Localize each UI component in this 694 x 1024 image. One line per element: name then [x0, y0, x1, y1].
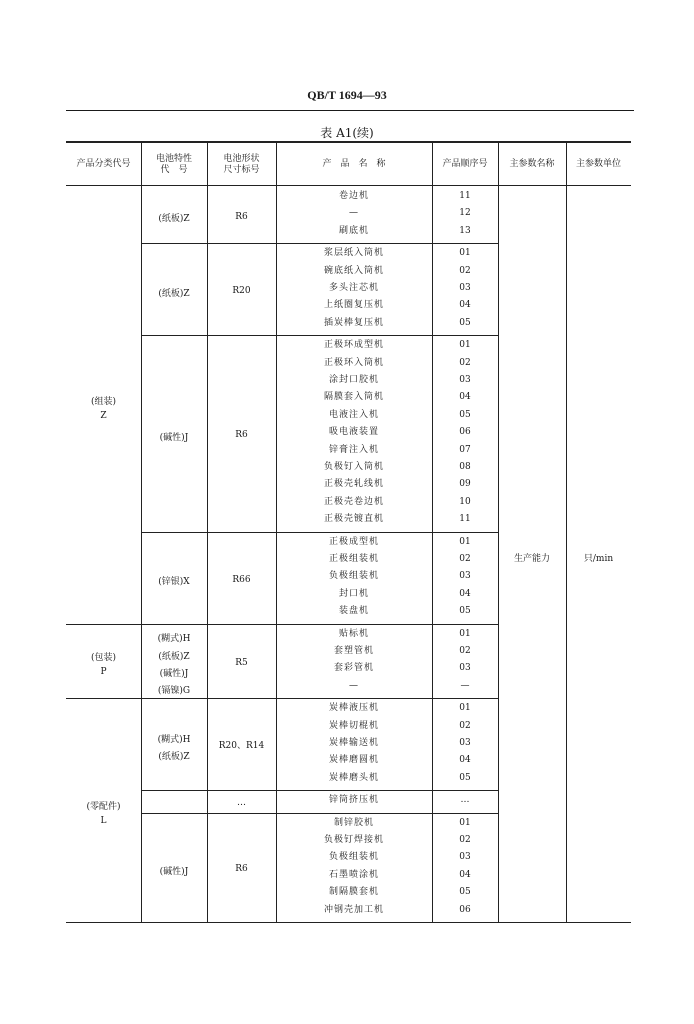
sequence-number: 04: [459, 300, 471, 311]
sequence-number: 07: [459, 444, 471, 455]
table-caption: 表 A1(续): [320, 126, 374, 140]
product-name: 制隔膜套机: [328, 887, 379, 898]
product-name: 正极成型机: [328, 536, 379, 547]
size-code: R66: [232, 574, 251, 585]
column-header: 主参数名称: [509, 159, 555, 169]
subgroup-rule: [141, 335, 498, 336]
battery-characteristic: (糊式)H (纸板)Z: [157, 734, 191, 763]
product-name: 电液注入机: [328, 409, 379, 420]
column-header: 产品顺序号: [442, 159, 488, 169]
subgroup-rule: [141, 243, 498, 244]
product-name: 套塑管机: [333, 646, 374, 656]
product-name: 刷底机: [338, 225, 369, 236]
sequence-number: 05: [459, 772, 471, 783]
product-name: 上纸圈复压机: [323, 300, 384, 311]
product-name: 正极组装机: [328, 554, 379, 564]
table-bottom-rule: [66, 922, 631, 923]
sequence-number: 02: [459, 554, 471, 564]
sequence-number: 12: [459, 208, 471, 219]
sequence-number: 10: [459, 496, 471, 507]
size-code: R6: [235, 430, 248, 441]
product-name: 浆层纸入筒机: [323, 248, 384, 259]
sequence-number: 06: [459, 427, 471, 438]
product-name: 锌筒挤压机: [328, 795, 379, 806]
column-rule: [432, 141, 433, 922]
product-name: 炭棒液压机: [328, 703, 379, 714]
product-name: 正极壳卷边机: [323, 496, 384, 507]
product-name: 插炭棒复压机: [323, 317, 384, 328]
sequence-number: 01: [459, 628, 471, 639]
product-name: 负极组装机: [328, 571, 379, 582]
column-rule: [141, 141, 142, 922]
product-category-code: (包装) P: [90, 652, 117, 677]
sequence-number: 03: [459, 852, 471, 863]
product-name: 封口机: [338, 588, 369, 599]
column-rule: [207, 141, 208, 922]
product-name: 装盘机: [338, 606, 369, 617]
product-name: —: [349, 680, 359, 691]
size-code: R6: [235, 211, 248, 222]
product-name: 碗底纸入筒机: [323, 265, 384, 276]
product-name: 冲钢壳加工机: [323, 904, 384, 915]
product-name: 卷边机: [338, 191, 369, 201]
sequence-number: —: [460, 680, 470, 691]
sequence-number: 04: [459, 755, 471, 766]
product-name: 多头注芯机: [328, 283, 379, 293]
sequence-number: 11: [459, 514, 471, 525]
product-name: 炭棒输送机: [328, 738, 379, 748]
sequence-number: 13: [459, 225, 471, 236]
product-name: —: [349, 208, 359, 219]
column-header: 主参数单位: [575, 159, 621, 169]
product-name: 制锌胶机: [333, 817, 374, 828]
column-header: 电池特性 代 号: [155, 153, 192, 175]
product-name: 炭棒磨头机: [328, 772, 379, 783]
sequence-number: 05: [459, 606, 471, 617]
group-rule: [66, 624, 498, 625]
battery-characteristic: (碱性)J: [159, 432, 189, 443]
product-name: 吸电液装置: [328, 427, 379, 438]
product-name: 负极组装机: [328, 852, 379, 863]
sequence-number: 02: [459, 357, 471, 368]
column-header: 产品分类代号: [76, 159, 131, 169]
column-rule: [566, 141, 567, 922]
product-name: 涂封口胶机: [328, 375, 379, 385]
sequence-number: 02: [459, 646, 471, 656]
sequence-number: 01: [459, 703, 471, 714]
main-parameter-unit: 只/min: [583, 553, 614, 564]
battery-characteristic: (糊式)H (纸板)Z (碱性)J (镉镍)G: [157, 634, 191, 697]
product-name: 炭棒切棍机: [328, 720, 379, 731]
main-parameter-name: 生产能力: [513, 553, 550, 564]
subgroup-rule: [141, 790, 498, 791]
sequence-number: 04: [459, 869, 471, 880]
product-name: 锌膏注入机: [328, 444, 379, 455]
product-name: 负极钉焊接机: [323, 835, 384, 845]
size-code: R5: [235, 657, 248, 668]
sequence-number: 04: [459, 392, 471, 403]
sequence-number: 01: [459, 248, 471, 259]
size-code: R6: [235, 864, 248, 875]
sequence-number: 09: [459, 479, 471, 490]
sequence-number: 05: [459, 409, 471, 420]
product-category-code: (零配件) L: [86, 802, 121, 827]
battery-characteristic: (纸板)Z: [158, 288, 190, 299]
sequence-number: 05: [459, 887, 471, 898]
sequence-number: 01: [459, 340, 471, 351]
sequence-number: 05: [459, 317, 471, 328]
product-category-code: (组装) Z: [90, 396, 117, 421]
product-name: 贴标机: [338, 628, 369, 639]
product-name: 石墨喷涂机: [328, 869, 379, 880]
sequence-number: 03: [459, 571, 471, 582]
column-header: 产 品 名 称: [322, 159, 386, 169]
product-name: 隔膜套入筒机: [323, 392, 384, 403]
header-bottom-rule: [66, 185, 631, 186]
sequence-number: 04: [459, 588, 471, 599]
sequence-number: 03: [459, 283, 471, 293]
sequence-number: 03: [459, 663, 471, 674]
size-code: R20: [232, 286, 251, 297]
sequence-number: 01: [459, 817, 471, 828]
product-name: 套彩管机: [333, 663, 374, 674]
subgroup-rule: [141, 532, 498, 533]
sequence-number: 06: [459, 904, 471, 915]
column-rule: [276, 141, 277, 922]
product-name: 正极环成型机: [323, 340, 384, 351]
table-top-rule: [66, 141, 631, 143]
sequence-number: 02: [459, 265, 471, 276]
battery-characteristic: (碱性)J: [159, 866, 189, 877]
product-name: 炭棒磨圆机: [328, 755, 379, 766]
battery-characteristic: (纸板)Z: [158, 213, 190, 224]
sequence-number: 03: [459, 375, 471, 385]
product-name: 正极环入筒机: [323, 357, 384, 368]
sequence-number: …: [460, 795, 470, 806]
sequence-number: 08: [459, 462, 471, 472]
size-code: …: [237, 798, 246, 809]
product-name: 负极钉入筒机: [323, 462, 384, 472]
subgroup-rule: [141, 813, 498, 814]
group-rule: [66, 698, 498, 699]
sequence-number: 02: [459, 720, 471, 731]
sequence-number: 02: [459, 835, 471, 845]
product-name: 正极壳镀直机: [323, 514, 384, 525]
sequence-number: 03: [459, 738, 471, 748]
sequence-number: 11: [459, 191, 471, 201]
size-code: R20、R14: [218, 741, 265, 752]
column-header: 电池形状 尺寸标号: [223, 153, 260, 175]
header-rule: [66, 110, 634, 111]
product-name: 正极壳轧线机: [323, 479, 384, 490]
column-rule: [498, 141, 499, 922]
battery-characteristic: (锌银)X: [158, 576, 190, 587]
sequence-number: 01: [459, 536, 471, 547]
document-header: QB/T 1694—93: [307, 88, 387, 102]
